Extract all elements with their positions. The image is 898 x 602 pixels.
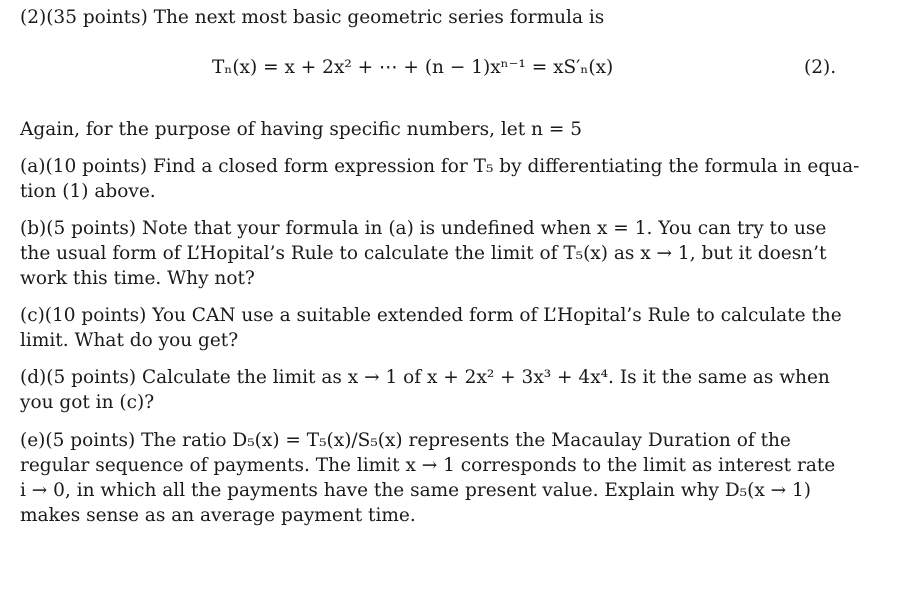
part-e-line-2: regular sequence of payments. The limit x → 1 corresponds to the limit as interest rate <box>20 455 836 476</box>
part-a-line-1: (a)(10 points) Find a closed form expression for T₅ by differentiating the formula in equa- <box>20 156 860 177</box>
part-c-line-1: (c)(10 points) You CAN use a suitable extended form of L’Hopital’s Rule to calculate the <box>20 305 842 326</box>
part-c-line-2: limit. What do you get? <box>20 330 239 351</box>
problem-header: (2)(35 points) The next most basic geometric series formula is <box>20 7 605 28</box>
part-e-line-1: (e)(5 points) The ratio D₅(x) = T₅(x)/S₅(x) represents the Macaulay Duration of the <box>20 430 791 451</box>
part-e-line-4: makes sense as an average payment time. <box>20 505 416 526</box>
part-b-line-2: the usual form of L’Hopital’s Rule to calculate the limit of T₅(x) as x → 1, but it doesn’t <box>20 243 827 264</box>
part-a-line-2: tion (1) above. <box>20 181 156 202</box>
part-d-line-1: (d)(5 points) Calculate the limit as x → 1 of x + 2x² + 3x³ + 4x⁴. Is it the same as when <box>20 367 830 388</box>
part-d-line-2: you got in (c)? <box>20 392 155 413</box>
part-b-line-1: (b)(5 points) Note that your formula in (a) is undefined when x = 1. You can try to use <box>20 218 827 239</box>
equation-number: (2). <box>804 57 837 78</box>
part-b-line-3: work this time. Why not? <box>20 268 255 289</box>
equation-2: Tₙ(x) = x + 2x² + ⋯ + (n − 1)xⁿ⁻¹ = xS′ₙ(x) <box>212 57 614 78</box>
intro-text: Again, for the purpose of having specific numbers, let n = 5 <box>20 119 582 140</box>
part-e-line-3: i → 0, in which all the payments have the same present value. Explain why D₅(x → 1) <box>20 480 812 501</box>
